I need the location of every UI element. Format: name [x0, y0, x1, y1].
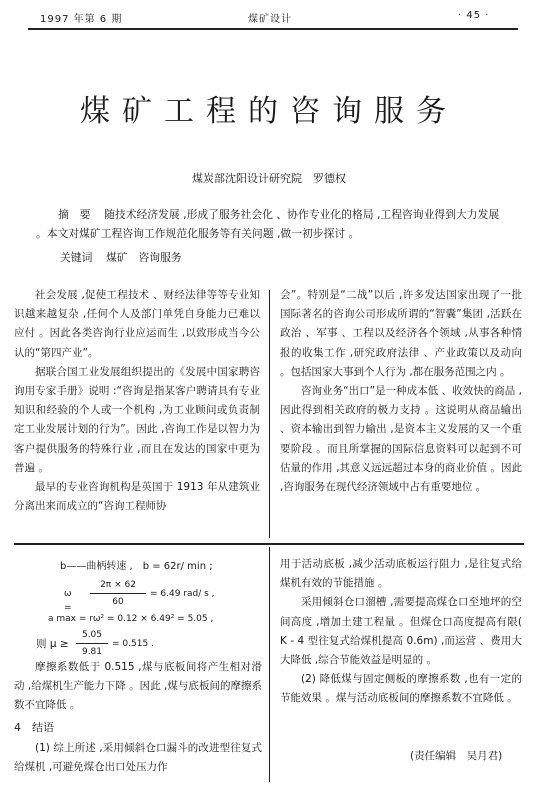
formula-line: b——曲柄转速 , b = 62r/ min ; [60, 561, 213, 572]
lower-left-column [14, 658, 262, 777]
fraction-numerator: 2π × 62 [100, 580, 136, 590]
paragraph: 据联合国工业发展组织提出的《发展中国家聘咨询用专家手册》说明 :“咨询是指某客户聘请具有专业知识和经验的个人或一个机构 ,为工业顾问或负责制定工业发展计划的行为”。因此 ,咨询工作是以智力为客户提供服务的特殊行业 ,而且在发达的国家中更为普遍 。 [14, 365, 260, 474]
paragraph: (1) 综上所述 ,采用倾斜仓口漏斗的改进型往复式给煤机 ,可避免煤仓出口处压力作 [14, 741, 262, 774]
abstract-label: 摘 要 [58, 208, 91, 221]
lower-right-column [280, 555, 522, 709]
column-divider [269, 290, 270, 538]
fraction-denominator: 9.81 [81, 647, 103, 657]
editor-credit: (责任编辑 吴月君) [410, 750, 503, 762]
keywords-label: 关键词 [60, 251, 93, 264]
page-number: · 45 · [458, 10, 490, 21]
column-divider [269, 547, 270, 782]
keywords [60, 250, 182, 265]
paragraph: 摩擦系数低于 0.515 ,煤与底板间将产生相对滑动 ,给煤机生产能力下降 。因此 ,煤与底板间的摩擦系数不宜降低 。 [14, 661, 262, 712]
formula-line: a max = rω² = 0.12 × 6.49² = 5.05 , [48, 614, 214, 624]
abstract-text: 随技术经济发展 ,形成了服务社会化 、协作专业化的格局 ,工程咨询业得到大力发展 。本文对煤矿工程咨询工作规范化服务等有关问题 ,做一初步探讨 。 [36, 208, 500, 240]
section-rule [14, 543, 524, 545]
paragraph: 采用倾斜仓口溜槽 ,需要提高煤仓口至地坪的空间高度 ,增加土建工程量 。但煤仓口高度提高有限( K - 4 型往复式给煤机提高 0.6m) ,而运营 、费用大大降低 ,综合节能效益是明显的 。 [280, 596, 522, 667]
fraction-bar [90, 593, 146, 594]
formula-lhs: ω = [64, 589, 72, 613]
fraction-numerator: 5.05 [81, 630, 103, 640]
paragraph: 咨询业务“出口”是一种成本低 、收效快的商品 ,因此得到相关政府的极力支持 。这说明从商品输出 、资本输出到智力输出 ,是资本主义发展的又一个重要阶段 。而且所掌握的国际信息资料可以起到不可估量的作用 ,其意义远远超过本身的商业价值 。因此 ,咨询服务在现代经济领域中占有重要地位 。 [280, 385, 522, 494]
issue-number: 1997 年第 6 期 [40, 14, 123, 25]
upper-right-column [280, 286, 522, 497]
fraction-denominator: 60 [112, 597, 124, 607]
formula-rhs: = 0.515 . [112, 639, 154, 649]
paragraph: (2) 降低煤与固定侧板的摩擦系数 ,也有一定的节能效果 。煤与活动底板间的摩擦系数不宜降低 。 [280, 673, 522, 705]
article-title: 煤矿工程的咨询服务 [80, 94, 458, 129]
keywords-text: 煤矿 咨询服务 [106, 251, 182, 264]
upper-left-column [14, 286, 260, 516]
formula-rhs: = 6.49 rad/ s , [150, 589, 215, 599]
journal-name: 煤矿设计 [248, 14, 292, 25]
author-affiliation: 煤炭部沈阳设计研究院 罗德权 [192, 172, 346, 185]
paragraph: 用于活动底板 ,减少活动底板运行阻力 ,是往复式给煤机有效的节能措施 。 [280, 558, 522, 590]
paragraph: 最早的专业咨询机构是英国于 1913 年从建筑业分离出来而成立的“咨询工程师协 [14, 481, 260, 513]
formula-lhs: 则 μ ≥ [36, 638, 69, 650]
abstract [36, 205, 506, 243]
section-heading: 4 结语 [14, 720, 54, 734]
fraction-bar [76, 643, 108, 644]
paragraph: 会”。特别是“二战”以后 ,许多发达国家出现了一批国际著名的咨询公司形成所谓的“智囊”集团 ,活跃在政治 、军事 、工程以及经济各个领域 ,从事各种情报的收集工作 ,研究政府法律 、产业政策以及动向 。包括国家大事到个人行为 ,都在服务范围之内 。 [280, 289, 522, 378]
header-rule [28, 28, 518, 30]
paragraph: 社会发展 ,促使工程技术 、财经法律等等专业知识越来越复杂 ,任何个人及部门单凭自身能力已难以应付 。因此各类咨询行业应运而生 ,以致形成当今公认的“第四产业”。 [14, 289, 260, 359]
